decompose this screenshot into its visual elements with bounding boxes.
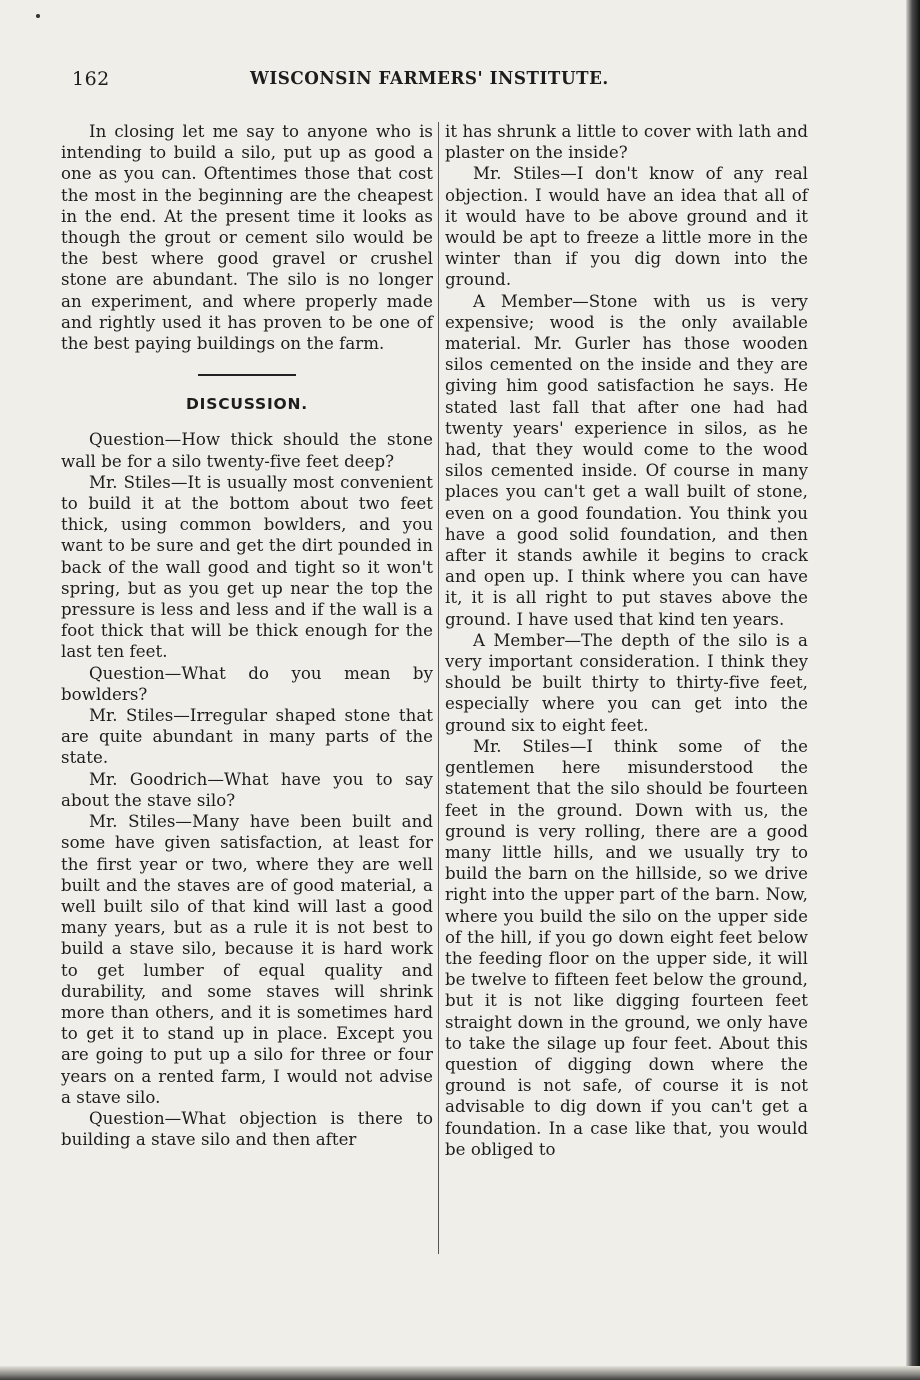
discussion-paragraph: Mr. Stiles—I don't know of any real objection. I would have an idea that all of it would have to be above ground and it would be apt to freeze a little more in the winter than if you dig down into the ground. [445,164,808,290]
discussion-paragraph: Question—What do you mean by bowlders? [61,663,433,704]
discussion-paragraph: Mr. Stiles—Irregular shaped stone that are quite abundant in many parts of the state. [61,706,433,768]
discussion-paragraph: Mr. Stiles—I think some of the gentlemen here misunderstood the statement that the silo should be fourteen feet in the ground. Down with us, the ground is very rolling, there are a good many little hills, and we usually try to build the barn on the hillside, so we drive right into the upper part of the barn. Now, where you build the silo on the upper side of the hill, if you go down eight feet below the feeding floor on the upper side, it will be twelve to fifteen feet below the ground, but it is not like digging fourteen feet straight down in the ground, we only have to take the silage up four feet. About this question of digging down where the ground is not safe, of course it is not advisable to dig down if you can't get a foundation. In a case like that, you would be obliged to [445,736,808,1159]
page-number: 162 [72,68,110,90]
discussion-paragraph: Question—How thick should the stone wall be for a silo twenty-five feet deep? [61,430,433,471]
right-column [445,121,808,1160]
section-heading: DISCUSSION. [186,395,308,414]
left-column [61,121,433,1150]
scan-edge-bottom [0,1366,920,1380]
discussion-paragraph: A Member—Stone with us is very expensive; wood is the only available material. Mr. Gurler has those wooden silos cemented on the inside and they are giving him good satisfaction he says. He stated last fall that after one had had twenty years' experience in silos, as he had, that they would come to the wood silos cemented inside. Of course in many places you can't get a wall built of stone, even on a good foundation. You think you have a good solid foundation, and then after it stands awhile it begins to crack and open up. I think where you can have it, it is all right to put staves above the ground. I have used that kind ten years. [445,291,808,629]
discussion-paragraph: it has shrunk a little to cover with lath and plaster on the inside? [445,122,808,163]
discussion-paragraph: Question—What objection is there to building a stave silo and then after [61,1108,433,1150]
discussion-paragraph: A Member—The depth of the silo is a very important consideration. I think they should be built thirty to thirty-five feet, especially where you can get into the ground six to eight feet. [445,630,808,735]
discussion-paragraph: Mr. Goodrich—What have you to say about the stave silo? [61,769,433,810]
page-header [72,68,812,96]
column-separator [438,122,439,1254]
running-head: WISCONSIN FARMERS' INSTITUTE. [250,68,609,89]
section-divider [198,374,296,376]
discussion-paragraph: Mr. Stiles—Many have been built and some have given satisfaction, at least for the first year or two, where they are well built and the staves are of good material, a well built silo of that kind will last a good many years, but as a rule it is not best to build a stave silo, because it is hard work to get lumber of equal quality and durability, and some staves will shrink more than others, and it is sometimes hard to get it to stand up in place. Except you are going to put up a silo for three or four years on a rented farm, I would not advise a stave silo. [61,812,433,1107]
ink-speck [36,14,40,18]
scan-edge-right [906,0,920,1380]
discussion-paragraph: Mr. Stiles—It is usually most convenient to build it at the bottom about two feet thick, using common bowlders, and you want to be sure and get the dirt pounded in back of the wall good and tight so it won't spring, but as you get up near the top the pressure is less and less and if the wall is a foot thick that will be thick enough for the last ten feet. [61,472,433,662]
closing-paragraph: In closing let me say to anyone who is intending to build a silo, put up as good a one as you can. Oftentimes those that cost the most in the beginning are the cheapest in the end. At the present time it looks as though the grout or cement silo would be the best where good gravel or crushel stone are abundant. The silo is no longer an experiment, and where properly made and rightly used it has proven to be one of the best paying buildings on the farm. [61,122,433,354]
